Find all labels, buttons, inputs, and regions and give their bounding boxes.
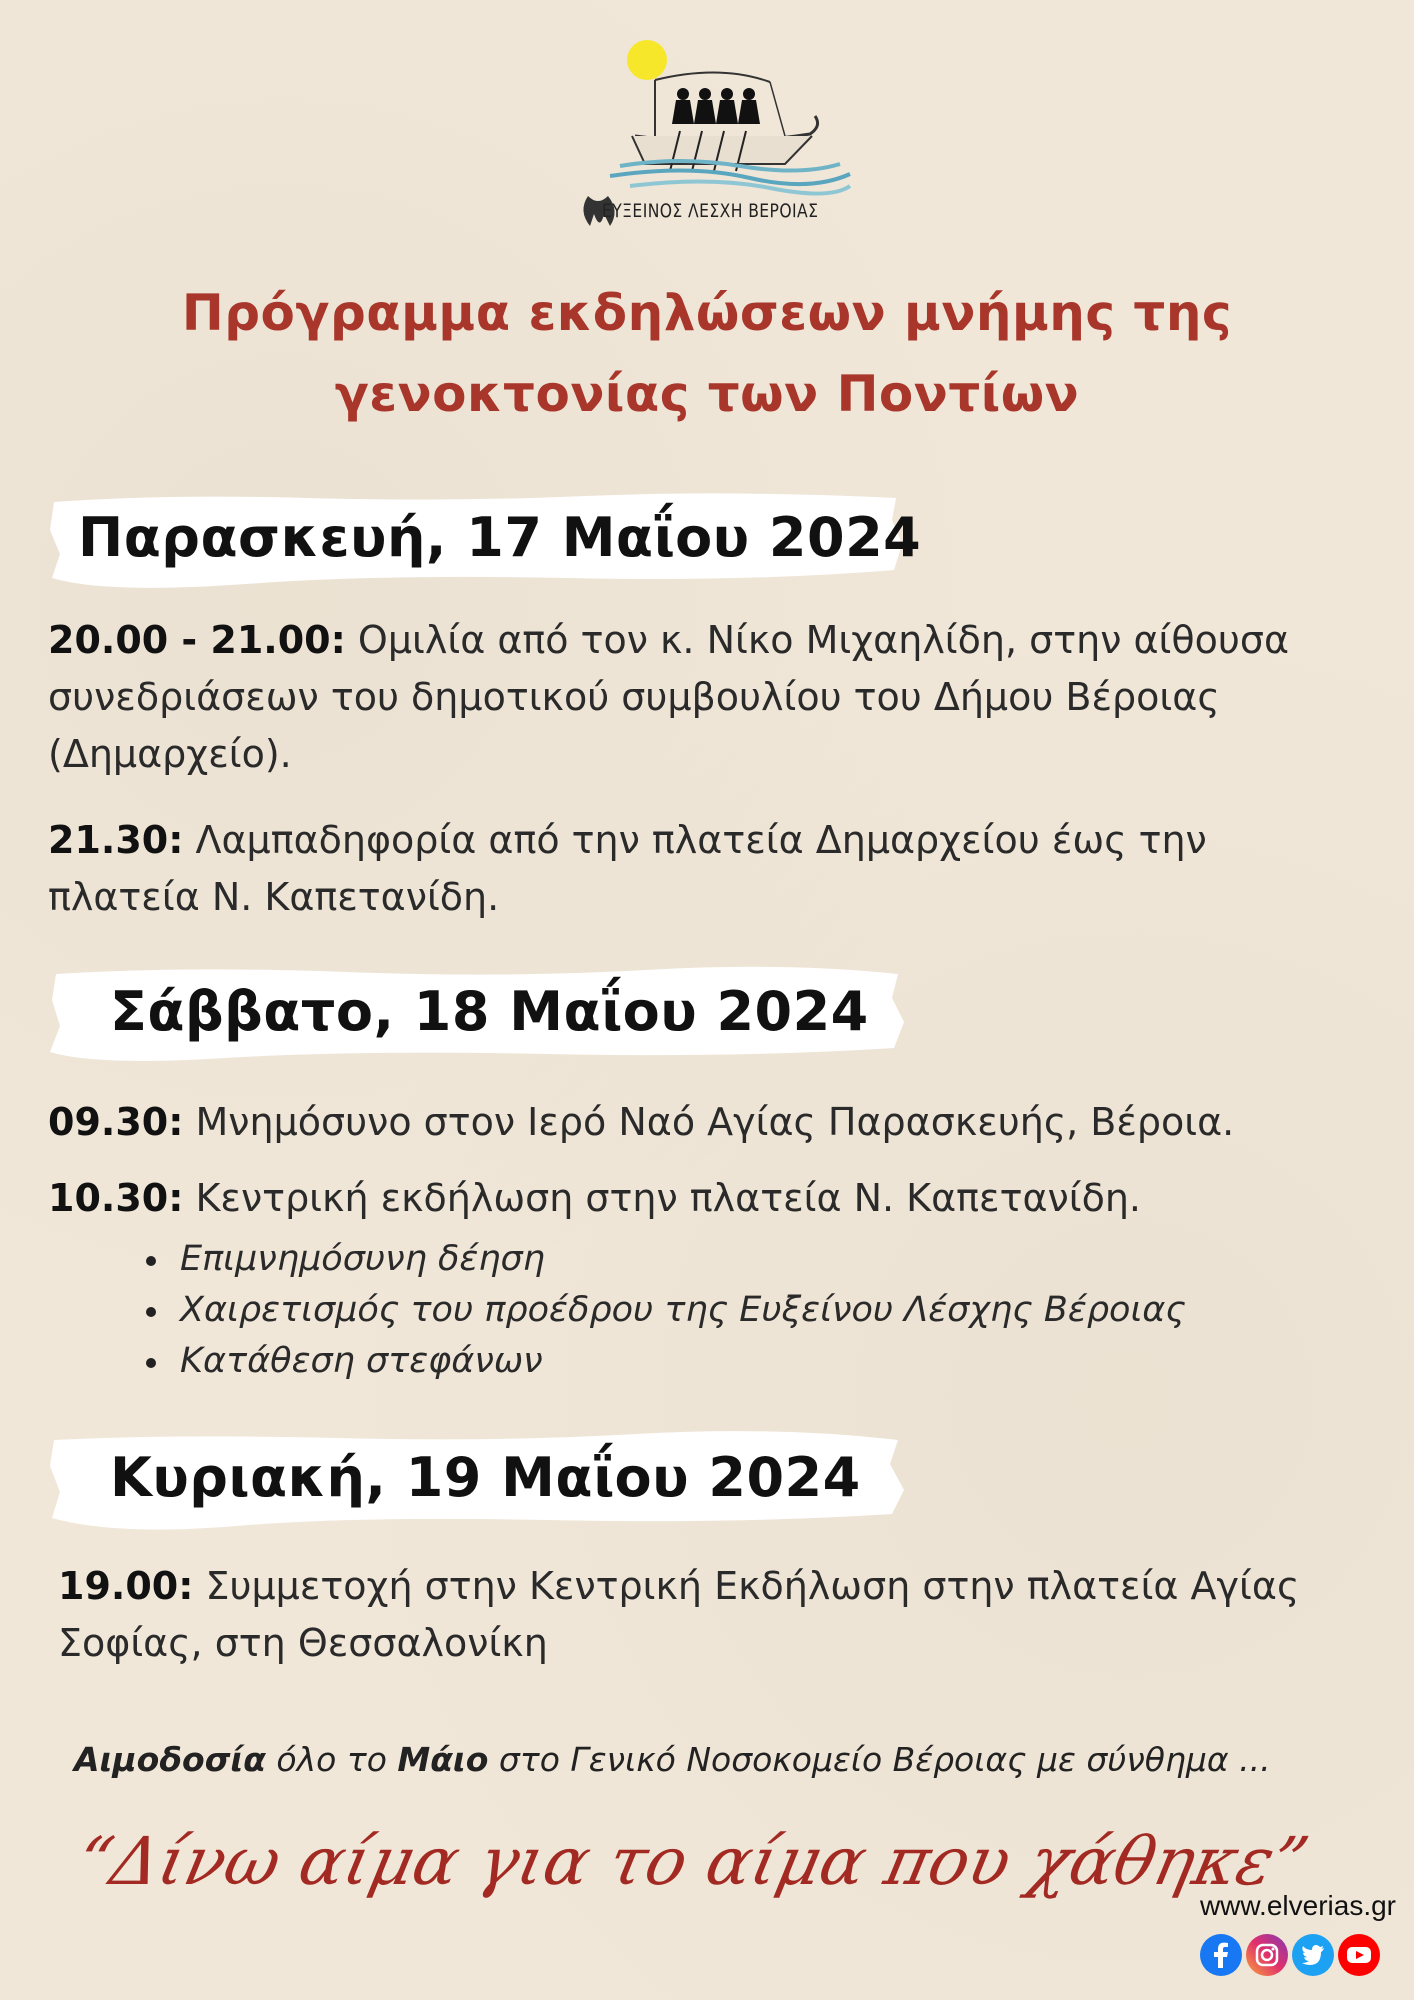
- logo-text: ΕΥΞΕΙΝΟΣ ΛΕΣΧΗ ΒΕΡΟΙΑΣ: [602, 200, 819, 222]
- day-3-label: Κυριακή, 19 Μαΐου 2024: [110, 1446, 861, 1509]
- event-paragraph: [48, 1094, 1368, 1151]
- event-time: 20.00 - 21.00:: [48, 618, 346, 662]
- bullet-icon: [146, 1358, 156, 1368]
- svg-text:“Δίνω αίμα για το αίμα που χάθ: “Δίνω αίμα για το αίμα που χάθηκε”: [70, 1822, 1316, 1900]
- event-text: Ομιλία από τον κ. Νίκο Μιχαηλίδη, στην αίθουσα συνεδριάσεων του δημοτικού συμβουλίου του Δήμου Βέροιας (Δημαρχείο).: [48, 618, 1290, 776]
- youtube-icon[interactable]: [1338, 1934, 1380, 1976]
- blood-donation-note: Αιμοδοσία όλο το Μάιο στο Γενικό Νοσοκομείο Βέροιας με σύνθημα ...: [74, 1740, 1271, 1779]
- event-time: 10.30:: [48, 1176, 184, 1220]
- instagram-icon[interactable]: [1246, 1934, 1288, 1976]
- event-text: Κεντρική εκδήλωση στην πλατεία Ν. Καπετανίδη.: [195, 1176, 1141, 1220]
- page-title-line-1: Πρόγραμμα εκδηλώσεων μνήμης της: [181, 284, 1233, 342]
- blood-donation-keyword: Αιμοδοσία: [74, 1740, 266, 1779]
- website-link[interactable]: www.elverias.gr: [1199, 1890, 1396, 1921]
- list-item: Κατάθεση στεφάνων: [180, 1336, 1186, 1387]
- event-time: 19.00:: [58, 1564, 194, 1608]
- event-text: Λαμπαδηφορία από την πλατεία Δημαρχείου έως την πλατεία Ν. Καπετανίδη.: [48, 818, 1207, 919]
- bullet-icon: [146, 1307, 156, 1317]
- bullet-icon: [146, 1256, 156, 1266]
- event-time: 09.30:: [48, 1100, 184, 1144]
- event-paragraph: [48, 1170, 1368, 1227]
- twitter-icon[interactable]: [1292, 1934, 1334, 1976]
- day-1-label: Παρασκευή, 17 Μαΐου 2024: [78, 506, 922, 569]
- event-paragraph: [48, 812, 1368, 926]
- event-paragraph: [58, 1558, 1358, 1672]
- list-item: Επιμνημόσυνη δέηση: [180, 1234, 1186, 1285]
- event-text: Συμμετοχή στην Κεντρική Εκδήλωση στην πλατεία Αγίας Σοφίας, στη Θεσσαλονίκη: [58, 1564, 1300, 1665]
- facebook-icon[interactable]: [1200, 1934, 1242, 1976]
- event-time: 21.30:: [48, 818, 184, 862]
- list-item: Χαιρετισμός του προέδρου της Ευξείνου Λέσχης Βέροιας: [180, 1285, 1186, 1336]
- bullet-list: [180, 1234, 1186, 1387]
- month-keyword: Μάιο: [397, 1740, 489, 1779]
- event-text: Μνημόσυνο στον Ιερό Ναό Αγίας Παρασκευής, Βέροια.: [195, 1100, 1235, 1144]
- page-title-line-2: γενοκτονίας των Ποντίων: [334, 365, 1080, 423]
- event-paragraph: [48, 612, 1368, 783]
- day-2-label: Σάββατο, 18 Μαΐου 2024: [110, 980, 869, 1043]
